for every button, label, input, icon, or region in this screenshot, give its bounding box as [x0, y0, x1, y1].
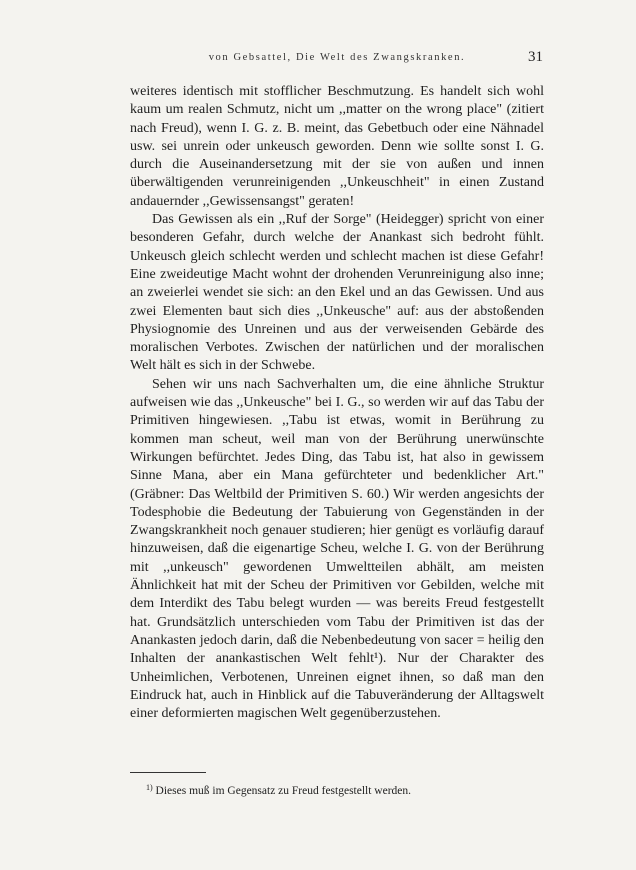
footnote-mark: 1) [146, 783, 153, 792]
running-head [130, 52, 544, 63]
footnote-text: Dieses muß im Gegensatz zu Freud festgestellt werden. [155, 785, 412, 797]
footnote-rule [130, 772, 206, 773]
paragraph-3: Sehen wir uns nach Sachverhalten um, die eine ähnliche Struktur aufweisen wie das ,,Unkeusche" bei I. G., so werden wir auf das Tabu der Primitiven hingewiesen. ,,Tabu ist etwas, womit in Berührung zu kommen man scheut, weil man von der Berührung unerwünschte Wirkungen befürchtet. Jedes Ding, das Tabu ist, hat also in gewissem Sinne Mana, aber ein Mana gefürchteter und bedenklicher Art." (Gräbner: Das Weltbild der Primitiven S. 60.) Wir werden angesichts der Todesphobie die Bedeutung der Tabuierung von Gegenständen in der Zwangskrankheit noch genauer studieren; hier genügt es vorläufig darauf hinzuweisen, daß die eigenartige Scheu, welche I. G. von der Berührung mit ,,unkeusch" gewordenen Umweltteilen abhält, am meisten Ähnlichkeit hat mit der Scheu der Primitiven vor Gebilden, welche mit dem Interdikt des Tabu belegt wurden — was bereits Freud festgestellt hat. Grundsätzlich unterschieden vom Tabu der Primitiven ist das der Anankasten jedoch darin, daß die Nebenbedeutung von sacer = heilig den Inhalten der anankastischen Welt fehlt¹). Nur der Charakter des Unheimlichen, Verbotenen, Unreinen eignet ihnen, so daß man den Eindruck hat, auch in Hinblick auf die Tabuveränderung der Alltagswelt einer deformierten magischen Welt gegenüberzustehen. [130, 376, 544, 722]
paragraph-1: weiteres identisch mit stofflicher Beschmutzung. Es handelt sich wohl kaum um realen Schmutz, nicht um ,,matter on the wrong place" (zitiert nach Freud), wenn I. G. z. B. meint, das Gebetbuch oder eine Nähnadel usw. sei unrein oder unkeusch geworden. Denn wie sollte sonst I. G. durch die Auseinandersetzung mit der sie von außen und innen überwältigenden verunreinigenden ,,Unkeuschheit" in einen Zustand andauernder ,,Gewissensangst" geraten! [130, 84, 544, 209]
running-head-text: von Gebsattel, Die Welt des Zwangskranken. [208, 52, 466, 63]
body-text [130, 83, 544, 723]
footnote [146, 783, 544, 797]
paragraph-2: Das Gewissen als ein ,,Ruf der Sorge" (Heidegger) spricht von einer besonderen Gefahr, durch welche der Anankast sich bedroht fühlt. Unkeusch gleich schlecht werden und schlecht machen ist diese Gefahr! Eine zweideutige Macht wohnt der drohenden Verunreinigung also inne; an zweierlei wendet sie sich: an den Ekel und an das Gewissen. Und aus zwei Elementen baut sich dies ,,Unkeusche" auf: aus der abstoßenden Physiognomie des Unreinen und aus der verweisenden Gebärde des moralischen Verbotes. Zwischen der natürlichen und der moralischen Welt hält es sich in der Schwebe. [130, 212, 544, 374]
page-number: 31 [528, 49, 543, 65]
